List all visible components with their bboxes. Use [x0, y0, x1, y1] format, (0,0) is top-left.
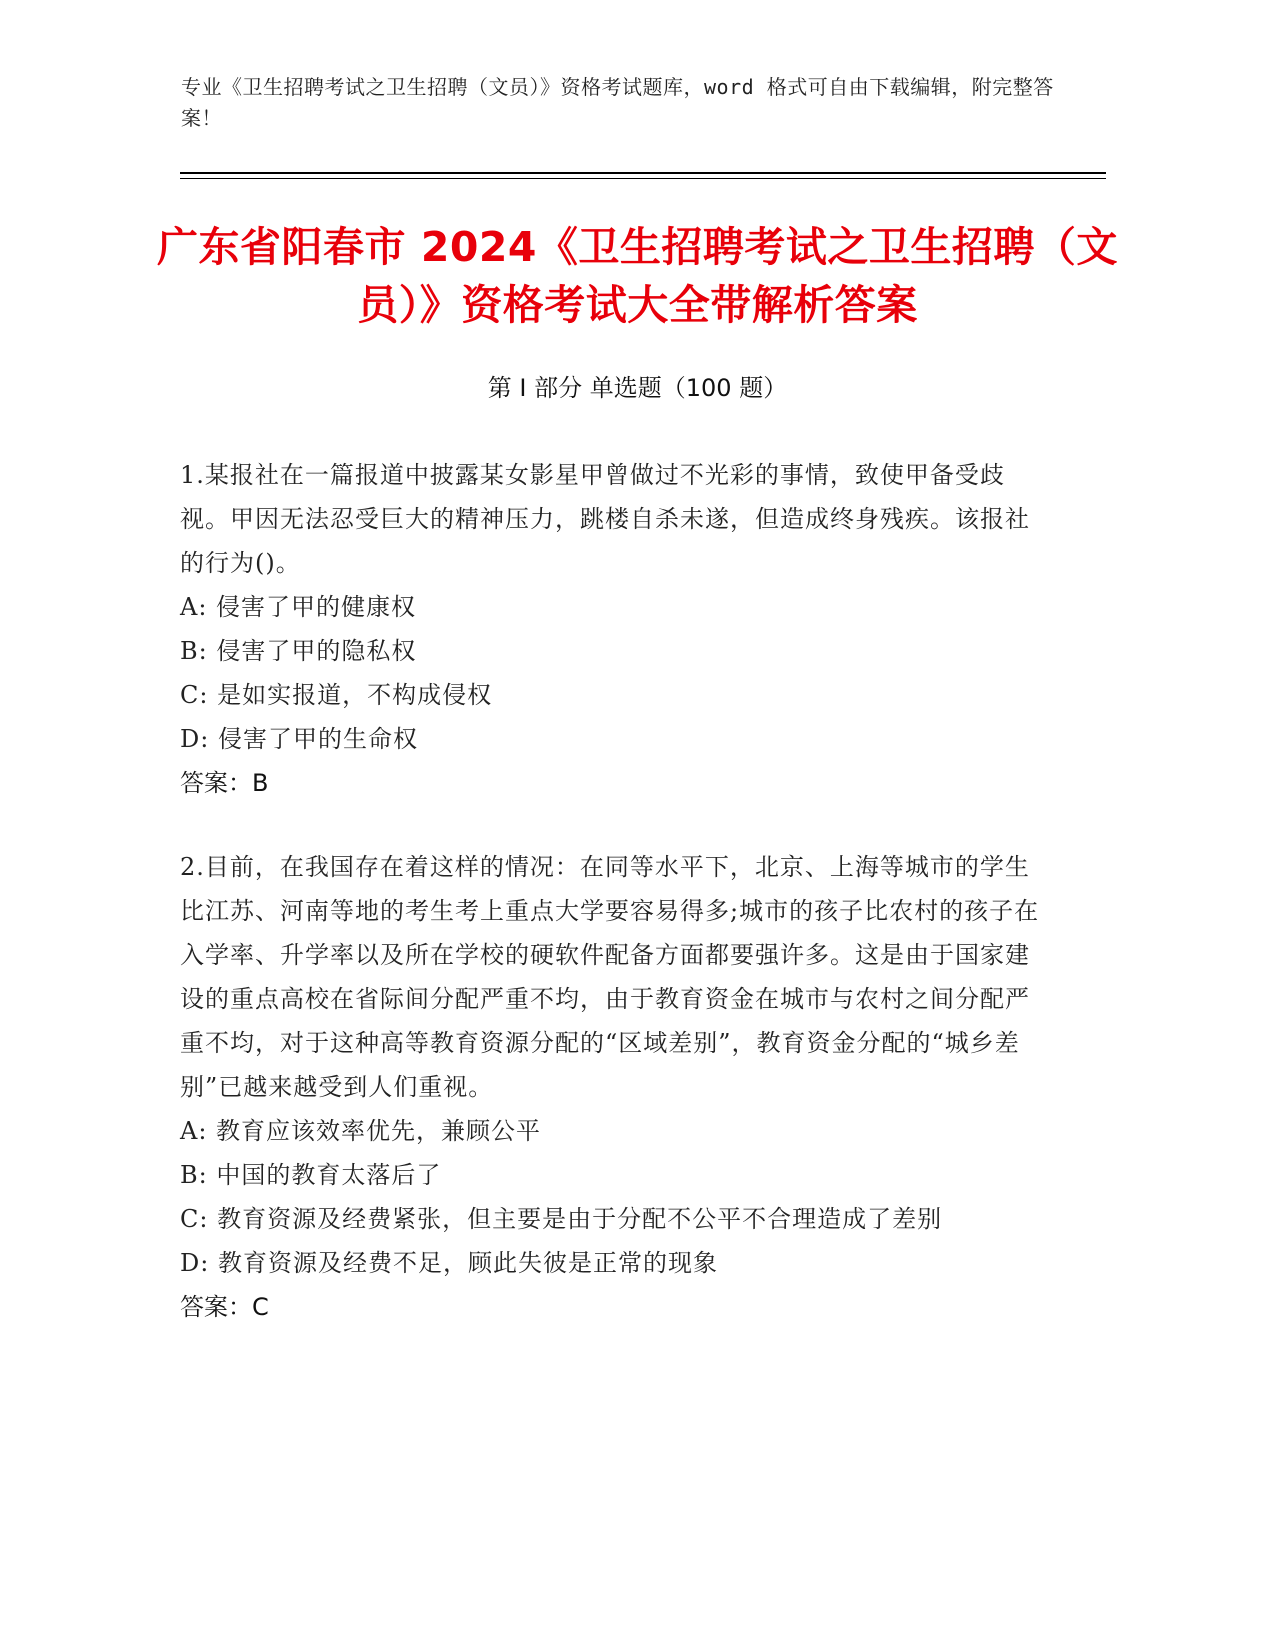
option-a: A: 侵害了甲的健康权 [180, 593, 417, 621]
header-divider-thin [180, 178, 1106, 179]
option-a: A: 教育应该效率优先，兼顾公平 [180, 1117, 542, 1145]
question-1 [180, 453, 1040, 805]
question-stem: 2.目前，在我国存在着这样的情况：在同等水平下，北京、上海等城市的学生比江苏、河南等地的考生考上重点大学要容易得多;城市的孩子比农村的孩子在入学率、升学率以及所在学校的硬软件配备方面都要强许多。这是由于国家建设的重点高校在省际间分配严重不均，由于教育资金在城市与农村之间分配严重不均，对于这种高等教育资源分配的“区域差别”，教育资金分配的“城乡差别”已越来越受到人们重视。 [180, 853, 1040, 1101]
header-divider-thick [180, 172, 1106, 174]
section-heading: 第 I 部分 单选题（100 题） [487, 374, 788, 402]
answer: 答案：C [180, 1293, 269, 1321]
option-c: C: 教育资源及经费紧张，但主要是由于分配不公平不合理造成了差别 [180, 1205, 943, 1233]
question-2 [180, 845, 1040, 1329]
header-note: 专业《卫生招聘考试之卫生招聘（文员）》资格考试题库，word 格式可自由下载编辑，附完整答案！ [181, 75, 1054, 130]
option-b: B: 中国的教育太落后了 [180, 1161, 442, 1189]
answer: 答案：B [180, 769, 269, 797]
document-title: 广东省阳春市 2024《卫生招聘考试之卫生招聘（文员）》资格考试大全带解析答案 [157, 223, 1118, 329]
option-d: D: 侵害了甲的生命权 [180, 725, 418, 753]
option-d: D: 教育资源及经费不足，顾此失彼是正常的现象 [180, 1249, 718, 1277]
option-b: B: 侵害了甲的隐私权 [180, 637, 417, 665]
option-c: C: 是如实报道，不构成侵权 [180, 681, 493, 709]
question-stem: 1.某报社在一篇报道中披露某女影星甲曾做过不光彩的事情，致使甲备受歧视。甲因无法忍受巨大的精神压力，跳楼自杀未遂，但造成终身残疾。该报社的行为()。 [180, 461, 1030, 577]
